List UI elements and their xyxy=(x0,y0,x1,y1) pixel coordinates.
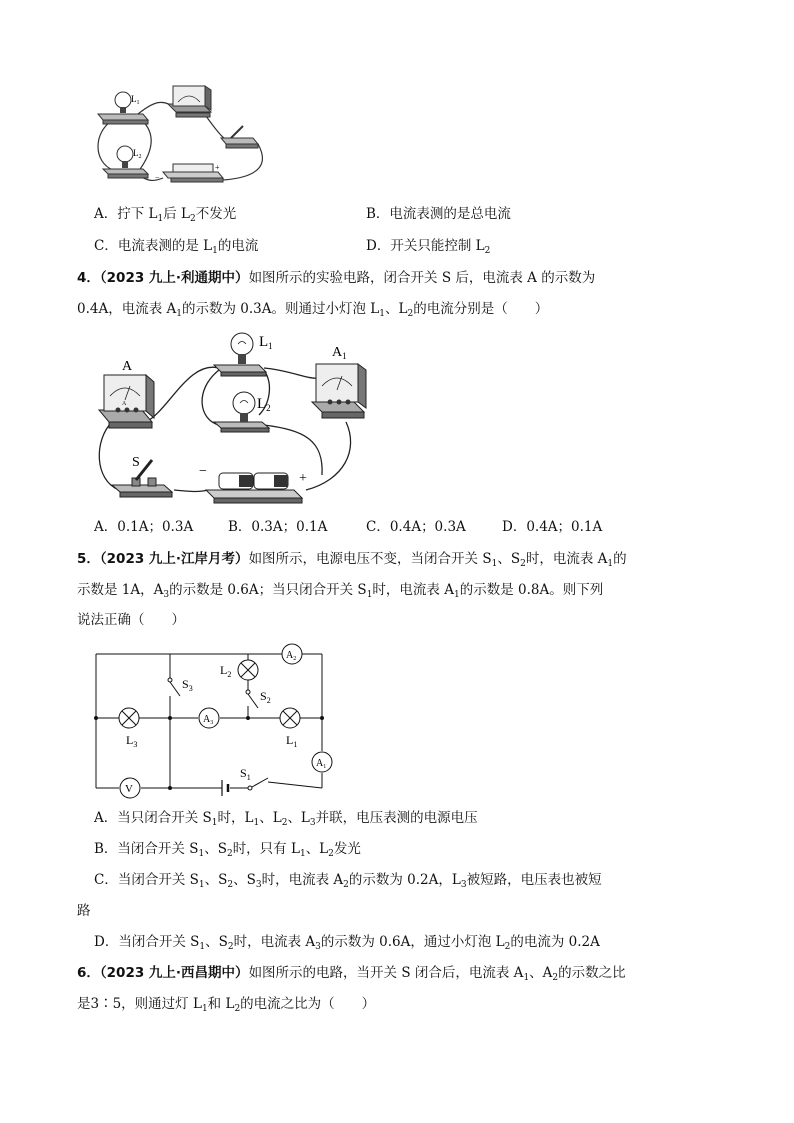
question-text: 说法正确（ ） xyxy=(77,612,185,628)
option-letter: C． xyxy=(94,872,118,888)
q3-plus-label: + xyxy=(215,163,220,172)
q5-switch-s3 xyxy=(168,678,180,698)
q3-option-b[interactable] xyxy=(366,208,511,222)
question-number: 5． xyxy=(77,551,100,567)
q4-stem-line2 xyxy=(77,303,548,317)
subscript: 2 xyxy=(190,214,196,224)
option-text: 时，L xyxy=(217,810,254,826)
option-text: 时，电流表 A xyxy=(261,872,344,888)
q5-label-l1: $L_1$ xyxy=(286,733,298,749)
q5-switch-s2 xyxy=(246,690,258,708)
subscript: 1 xyxy=(157,214,164,224)
subscript: 1 xyxy=(253,818,260,828)
option-letter: B． xyxy=(366,206,390,222)
option-text: 0.1A；0.3A xyxy=(117,519,194,535)
q3-l1-label: $L_1$ xyxy=(131,94,140,106)
option-text: 、S xyxy=(204,872,228,888)
option-text: 的示数为 0.2A，L xyxy=(348,872,461,888)
q4-option-c[interactable] xyxy=(366,521,466,535)
option-text: 0.4A；0.3A xyxy=(389,519,466,535)
option-text: 当闭合开关 S xyxy=(117,872,199,888)
q5-circuit-schematic xyxy=(90,640,340,800)
q5-label-s3: $S_3$ xyxy=(182,677,193,693)
option-text: 、S xyxy=(205,934,228,950)
option-text: 0.4A；0.1A xyxy=(526,519,603,535)
q3-circuit-figure xyxy=(93,82,268,192)
question-text: 、A xyxy=(529,965,553,981)
option-text: 当闭合开关 S xyxy=(118,934,200,950)
option-letter: D． xyxy=(502,519,527,535)
q5-voltmeter xyxy=(120,778,140,798)
subscript: 2 xyxy=(484,246,491,256)
question-text: 的示数是 0.6A；当只闭合开关 S xyxy=(169,582,367,598)
option-text: 并联，电压表测的电源电压 xyxy=(315,810,478,826)
subscript: 2 xyxy=(343,880,349,890)
question-text: 是3∶5，则通过灯 L xyxy=(77,996,202,1012)
option-text: 发光 xyxy=(333,841,361,857)
v-text: V xyxy=(125,783,133,795)
q5-option-c[interactable] xyxy=(94,874,602,888)
q5-label-l2: $L_2$ xyxy=(220,663,232,679)
q6-stem-line1 xyxy=(77,967,626,981)
q5-label-l3: $L_3$ xyxy=(126,733,138,749)
option-letter: A． xyxy=(94,519,118,535)
subscript: 3 xyxy=(460,880,467,890)
question-text: 的电流分别是（ ） xyxy=(413,301,549,317)
option-text: 时，只有 L xyxy=(232,841,300,857)
subscript: 1 xyxy=(379,309,386,319)
q5-bulb-l1 xyxy=(280,708,300,728)
option-text: 、L xyxy=(287,810,310,826)
option-text: 被短路，电压表也被短 xyxy=(466,872,602,888)
q5-option-c-cont xyxy=(77,905,91,919)
subscript: 2 xyxy=(328,849,334,859)
option-text: 后 L xyxy=(163,206,191,222)
q5-battery xyxy=(222,780,228,796)
option-letter: B． xyxy=(228,519,252,535)
subscript: 1 xyxy=(201,1004,208,1014)
q4-meter-unit: A xyxy=(122,401,127,407)
q5-bulb-l2 xyxy=(238,660,258,680)
subscript: 1 xyxy=(198,849,205,859)
question-text: 、L xyxy=(385,301,408,317)
subscript: 2 xyxy=(407,309,414,319)
subscript: 2 xyxy=(227,880,234,890)
a3-text: $A_3$ xyxy=(203,714,214,726)
option-text: 、L xyxy=(305,841,329,857)
question-text: 时，电流表 A xyxy=(372,582,454,598)
option-letter: C． xyxy=(366,519,390,535)
subscript: 1 xyxy=(299,849,306,859)
question-text: 的电流之比为（ ） xyxy=(240,996,376,1012)
q5-switch-s1 xyxy=(248,778,268,790)
q4-circuit-figure xyxy=(94,330,384,510)
q3-l2-label: $L_2$ xyxy=(133,148,142,160)
q5-bulb-l3 xyxy=(119,708,139,728)
q4-label-l2: $L_2$ xyxy=(257,396,271,413)
question-text: 的示数是 0.8A。则下列 xyxy=(459,582,604,598)
q4-battery xyxy=(199,464,307,503)
option-letter: D． xyxy=(94,934,119,950)
q5-option-d[interactable] xyxy=(94,936,600,950)
q4-minus-label: − xyxy=(199,464,207,479)
q5-ammeter-a3 xyxy=(199,708,219,728)
q5-option-a[interactable] xyxy=(94,812,478,826)
option-text: 0.3A；0.1A xyxy=(251,519,328,535)
q5-stem-line1 xyxy=(77,553,627,567)
option-text: 、S xyxy=(233,872,256,888)
option-text: 的示数为 0.6A，通过小灯泡 L xyxy=(320,934,505,950)
q4-stem-line1 xyxy=(77,272,595,286)
option-text: 的电流为 0.2A xyxy=(510,934,600,950)
q3-option-a[interactable] xyxy=(94,208,236,222)
subscript: 1 xyxy=(523,973,530,983)
question-text: 如图所示的电路，当开关 S 闭合后，电流表 A xyxy=(248,965,524,981)
subscript: 1 xyxy=(176,309,182,319)
option-text: 路 xyxy=(77,903,91,919)
subscript: 1 xyxy=(199,942,206,952)
question-text: 时，电流表 A xyxy=(525,551,608,567)
q4-bulb-l1 xyxy=(214,333,273,376)
subscript: 1 xyxy=(366,590,373,600)
q5-ammeter-a1 xyxy=(312,752,332,772)
option-text: 时，电流表 A xyxy=(233,934,316,950)
question-text: 示数是 1A，A xyxy=(77,582,164,598)
question-text: 0.4A，电流表 A xyxy=(77,301,177,317)
subscript: 1 xyxy=(453,590,460,600)
option-text: 电流表测的是总电流 xyxy=(389,206,511,222)
q4-label-s: S xyxy=(132,455,140,470)
option-text: 开关只能控制 L xyxy=(390,238,485,254)
option-text: 当只闭合开关 S xyxy=(117,810,212,826)
q4-label-l1: $L_1$ xyxy=(259,334,273,351)
question-source: （2023 九上·西昌期中） xyxy=(99,965,249,981)
subscript: 2 xyxy=(281,818,288,828)
question-source: （2023 九上·利通期中） xyxy=(99,270,249,286)
subscript: 1 xyxy=(198,880,205,890)
option-text: 当闭合开关 S xyxy=(117,841,199,857)
option-letter: D． xyxy=(366,238,391,254)
question-text: 的示数为 0.3A。则通过小灯泡 L xyxy=(182,301,380,317)
subscript: 1 xyxy=(211,818,218,828)
q3-option-c[interactable] xyxy=(94,240,258,254)
option-text: 不发光 xyxy=(195,206,237,222)
q3-minus-label: − xyxy=(155,173,160,182)
q5-ammeter-a2 xyxy=(282,644,302,664)
q6-stem-line2 xyxy=(77,998,375,1012)
subscript: 3 xyxy=(315,942,321,952)
q5-stem-line3 xyxy=(77,614,185,628)
subscript: 2 xyxy=(504,942,511,952)
subscript: 2 xyxy=(227,942,234,952)
question-number: 4． xyxy=(77,270,100,286)
option-text: 电流表测的是 L xyxy=(117,238,213,254)
q4-ammeter-a1 xyxy=(312,345,366,418)
subscript: 1 xyxy=(607,559,614,569)
q5-option-b[interactable] xyxy=(94,843,361,857)
q3-option-d[interactable] xyxy=(366,240,490,254)
q4-option-a[interactable] xyxy=(94,521,193,535)
a2-text: $A_2$ xyxy=(286,650,297,662)
q5-label-s1: $S_1$ xyxy=(240,766,251,782)
question-text: 和 L xyxy=(207,996,235,1012)
q5-label-s2: $S_2$ xyxy=(260,689,271,705)
subscript: 1 xyxy=(212,246,218,256)
question-number: 6． xyxy=(77,965,100,981)
q5-stem-line2 xyxy=(77,584,603,598)
subscript: 1 xyxy=(491,559,498,569)
option-letter: A． xyxy=(94,206,118,222)
option-text: 、L xyxy=(259,810,282,826)
question-text: 、S xyxy=(497,551,521,567)
q4-option-d[interactable] xyxy=(502,521,602,535)
subscript: 3 xyxy=(255,880,262,890)
option-text: 的电流 xyxy=(217,238,259,254)
option-text: 拧下 L xyxy=(117,206,158,222)
q4-label-a1: $A_1$ xyxy=(332,345,347,361)
option-letter: A． xyxy=(94,810,118,826)
subscript: 2 xyxy=(226,849,233,859)
option-letter: B． xyxy=(94,841,118,857)
question-text: 如图所示，电源电压不变，当闭合开关 S xyxy=(248,551,492,567)
question-text: 的 xyxy=(613,551,627,567)
a1-text: $A_1$ xyxy=(316,758,327,770)
question-source: （2023 九上·江岸月考） xyxy=(99,551,249,567)
question-text: 的示数之比 xyxy=(558,965,626,981)
option-text: 、S xyxy=(204,841,227,857)
subscript: 3 xyxy=(163,590,170,600)
question-text: 如图所示的实验电路，闭合开关 S 后，电流表 A 的示数为 xyxy=(248,270,596,286)
subscript: 2 xyxy=(552,973,559,983)
q4-option-b[interactable] xyxy=(228,521,327,535)
subscript: 3 xyxy=(309,818,316,828)
q4-plus-label: + xyxy=(299,471,307,486)
subscript: 2 xyxy=(234,1004,241,1014)
q4-label-a: A xyxy=(122,359,133,374)
q4-switch-s xyxy=(112,455,172,497)
option-letter: C． xyxy=(94,238,118,254)
subscript: 2 xyxy=(520,559,526,569)
q4-ammeter-a xyxy=(99,359,154,428)
